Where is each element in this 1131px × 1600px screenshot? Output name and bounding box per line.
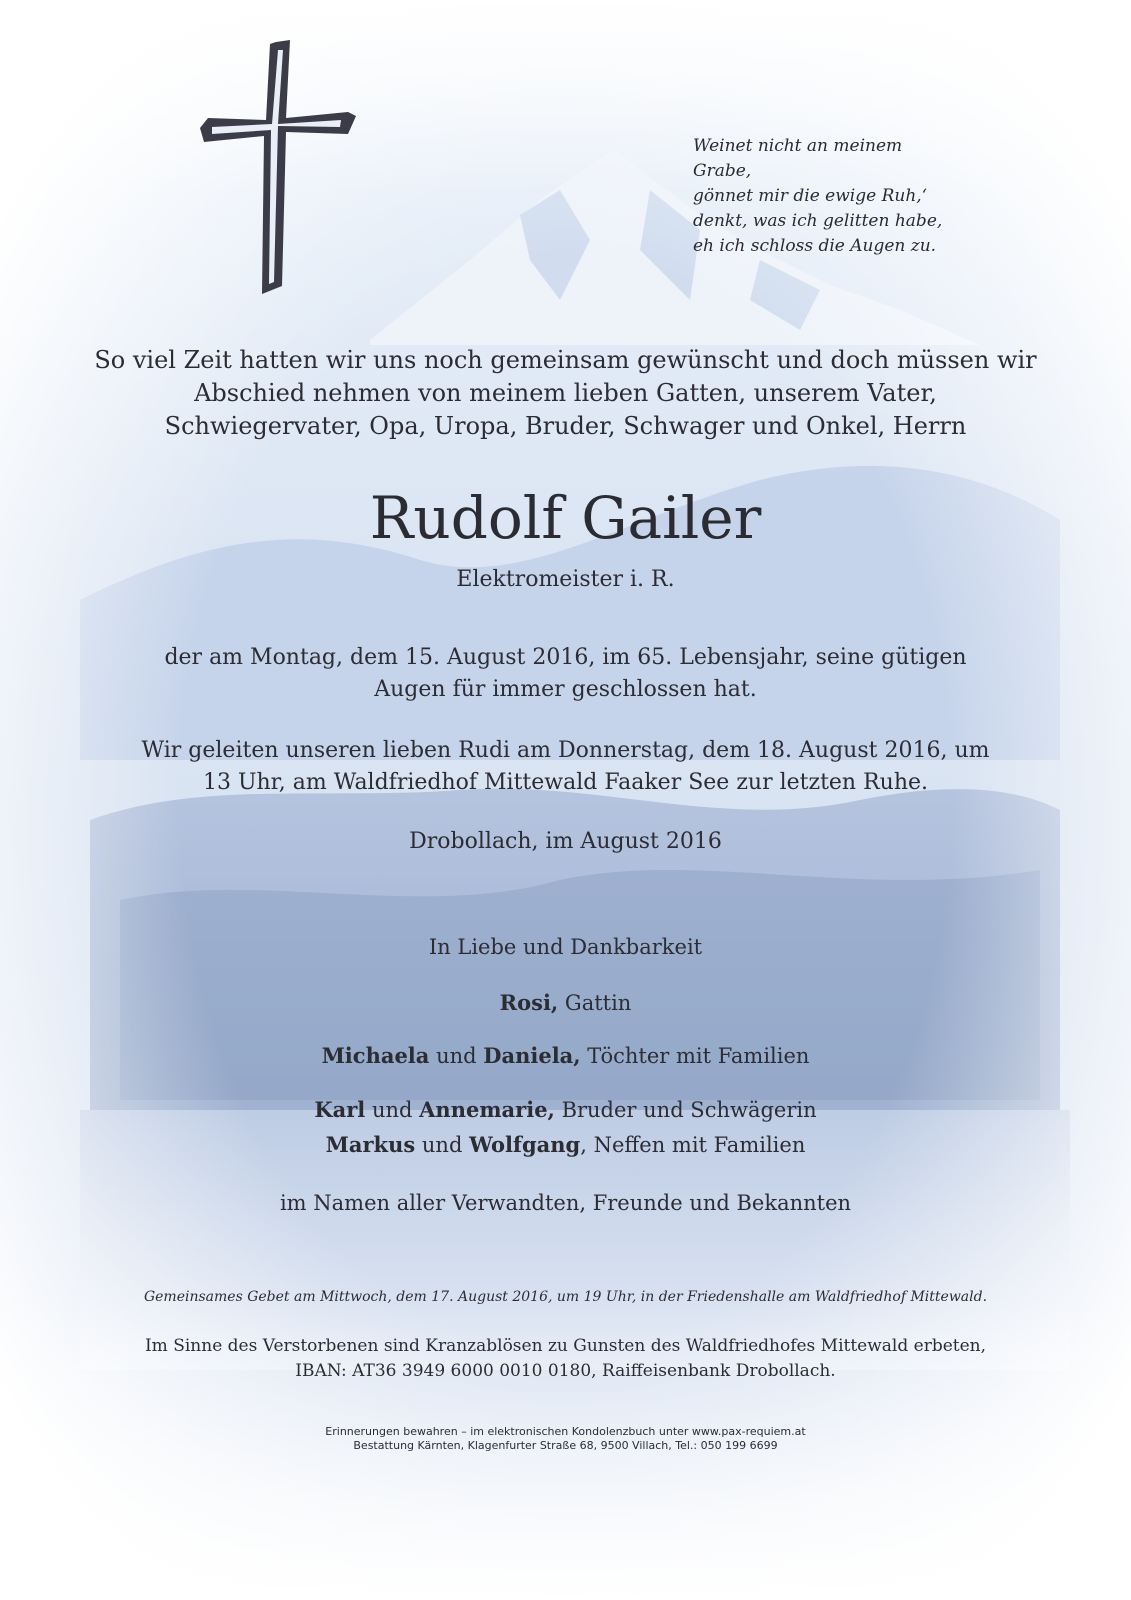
sibling-name: Annemarie, [419, 1097, 555, 1122]
death-line: Augen für immer geschlossen hat. [374, 677, 757, 702]
death-notice [0, 642, 1131, 706]
footer-address-line: Bestattung Kärnten, Klagenfurter Straße 68, 9500 Villach, Tel.: 050 199 6699 [353, 1439, 778, 1452]
funeral-line: Wir geleiten unseren lieben Rudi am Donnerstag, dem 18. August 2016, um [141, 738, 990, 763]
spouse-name: Rosi, [499, 990, 559, 1015]
mourner-siblings [0, 1095, 1131, 1125]
siblings-relation: Bruder und Schwägerin [561, 1098, 817, 1122]
conjunction: und [371, 1098, 413, 1122]
funeral-notice [0, 735, 1131, 799]
donation-line: Im Sinne des Verstorbenen sind Kranzablösen zu Gunsten des Waldfriedhofes Mittewald erbeten, [144, 1336, 987, 1356]
conjunction: und [421, 1133, 463, 1157]
daughter-name: Daniela, [483, 1043, 581, 1068]
daughter-name: Michaela [321, 1043, 430, 1068]
death-line: der am Montag, dem 15. August 2016, im 65. Lebensjahr, seine gütigen [164, 645, 967, 670]
donation-request [0, 1334, 1131, 1384]
closing-phrase: In Liebe und Dankbarkeit [428, 935, 703, 959]
funeral-line: 13 Uhr, am Waldfriedhof Mittewald Faaker See zur letzten Ruhe. [202, 770, 929, 795]
spouse-relation: Gattin [564, 991, 632, 1015]
poem-line: denkt, was ich gelitten habe, [693, 211, 943, 231]
donation-line: IBAN: AT36 3949 6000 0010 0180, Raiffeisenbank Drobollach. [295, 1361, 836, 1381]
cross-icon [198, 38, 358, 300]
nephew-name: Wolfgang [469, 1132, 581, 1157]
deceased-name: Rudolf Gailer [369, 484, 762, 552]
daughters-relation: Töchter mit Familien [587, 1044, 810, 1068]
mourner-spouse [0, 988, 1131, 1018]
sibling-name: Karl [314, 1097, 366, 1122]
prayer-note: Gemeinsames Gebet am Mittwoch, dem 17. August 2016, um 19 Uhr, in der Friedenshalle am Waldfriedhof Mittewald. [143, 1289, 988, 1305]
intro-line: Abschied nehmen von meinem lieben Gatten, unserem Vater, [194, 379, 937, 407]
mourner-nephews [0, 1130, 1131, 1160]
intro-line: So viel Zeit hatten wir uns noch gemeinsam gewünscht und doch müssen wir [94, 346, 1037, 374]
poem [693, 134, 953, 259]
footer [0, 1425, 1131, 1453]
nephews-relation: , Neffen mit Familien [580, 1133, 806, 1157]
place-date: Drobollach, im August 2016 [409, 829, 722, 854]
intro-line: Schwiegervater, Opa, Uropa, Bruder, Schwager und Onkel, Herrn [164, 412, 967, 440]
poem-line: gönnet mir die ewige Ruh,‘ [693, 186, 928, 206]
footer-condolence-line: Erinnerungen bewahren – im elektronischen Kondolenzbuch unter www.pax-requiem.at [325, 1425, 806, 1438]
mourner-daughters [0, 1041, 1131, 1071]
nephew-name: Markus [325, 1132, 416, 1157]
mourner-all: im Namen aller Verwandten, Freunde und Bekannten [279, 1191, 852, 1215]
poem-line: Weinet nicht an meinem Grabe, [693, 136, 903, 181]
conjunction: und [436, 1044, 477, 1068]
intro-text [0, 344, 1131, 443]
poem-line: eh ich schloss die Augen zu. [693, 236, 937, 256]
deceased-occupation: Elektromeister i. R. [456, 567, 675, 592]
